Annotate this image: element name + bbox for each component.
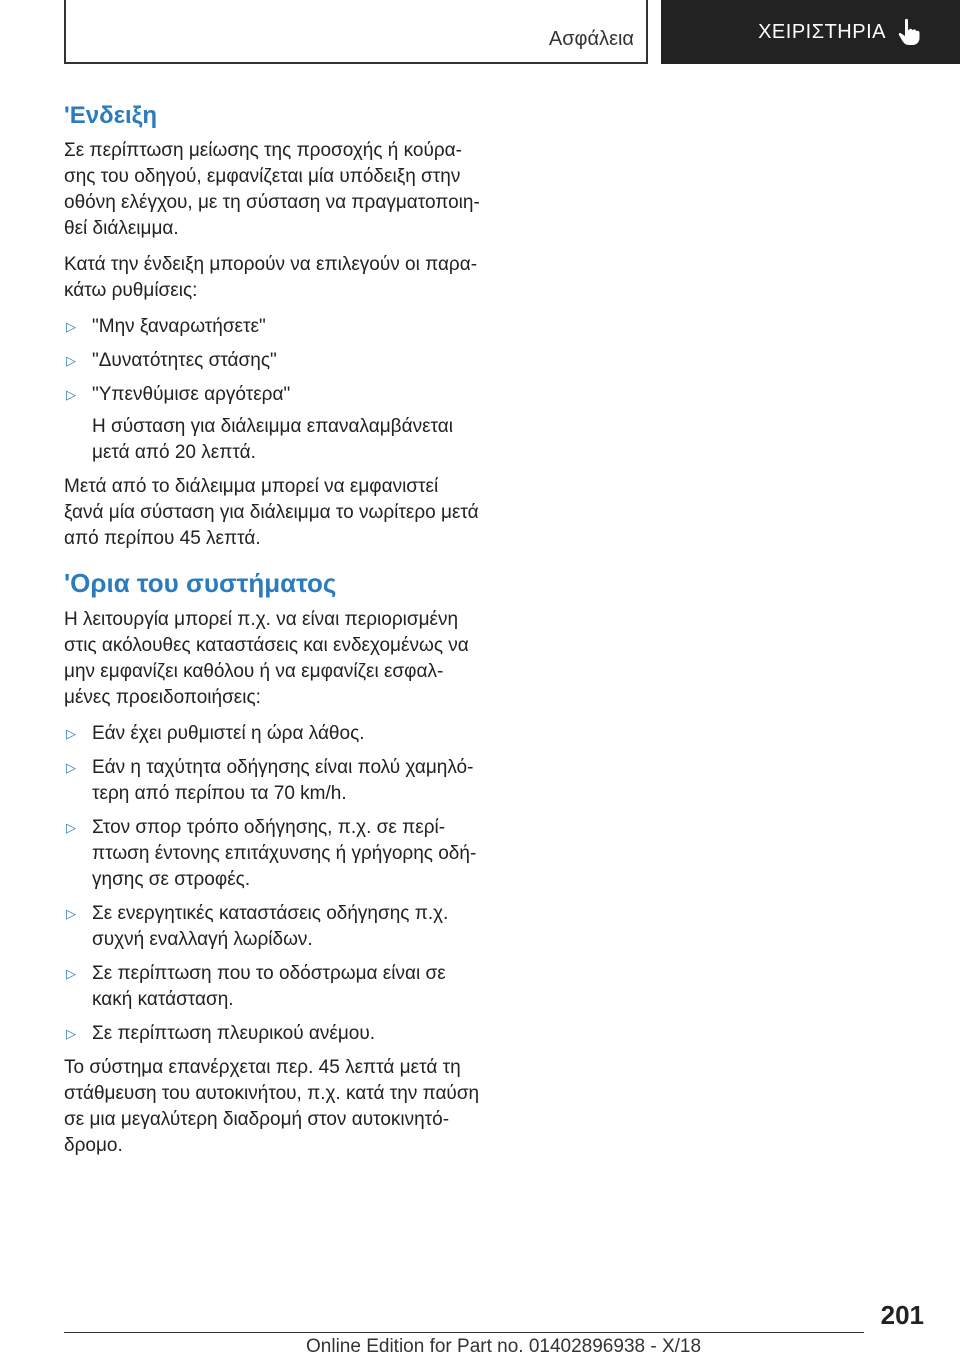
paragraph: Σε περίπτωση μείωσης της προσοχής ή κούρα-σης του οδηγού, εμφανίζεται μία υπόδειξη στην οθόνη ελέγχου, με τη σύσταση να πραγματοποιη-θεί διάλειμμα. — [64, 140, 480, 239]
settings-list — [64, 314, 480, 466]
triangle-right-icon: ▷ — [66, 820, 76, 835]
list-item-text: "Μην ξαναρωτήσετε" — [92, 316, 266, 337]
list-item-text: Σε ενεργητικές καταστάσεις οδήγησης π.χ. συχνή εναλλαγή λωρίδων. — [92, 903, 449, 950]
list-item-note: Η σύσταση για διάλειμμα επαναλαμβάνεται μετά από 20 λεπτά. — [92, 416, 453, 463]
triangle-right-icon: ▷ — [66, 726, 76, 741]
triangle-right-icon: ▷ — [66, 353, 76, 368]
pointing-hand-icon — [896, 18, 922, 46]
triangle-right-icon: ▷ — [66, 1026, 76, 1041]
manual-label: ΧΕΙΡΙΣΤΗΡΙΑ — [758, 20, 886, 43]
list-item — [64, 348, 480, 374]
list-item — [64, 901, 480, 953]
section-label: Ασφάλεια — [548, 28, 634, 50]
list-item — [64, 314, 480, 340]
list-item — [64, 755, 480, 807]
triangle-right-icon: ▷ — [66, 387, 76, 402]
list-item — [64, 815, 480, 893]
list-item-text: "Υπενθύμισε αργότερα" — [92, 384, 291, 405]
paragraph: Κατά την ένδειξη μπορούν να επιλεγούν οι παρα-κάτω ρυθμίσεις: — [64, 254, 478, 301]
page-number: 201 — [880, 1300, 924, 1330]
section-title-system-limits: 'Ορια του συστήματος — [64, 568, 337, 598]
triangle-right-icon: ▷ — [66, 966, 76, 981]
list-item-text: Σε περίπτωση πλευρικού ανέμου. — [92, 1023, 375, 1044]
footer-divider — [64, 1332, 864, 1333]
list-item — [64, 1021, 480, 1047]
list-item — [64, 961, 480, 1013]
list-item-text: Στον σπορ τρόπο οδήγησης, π.χ. σε περί-πτωση έντονης επιτάχυνσης ή γρήγορης οδή-γησης σε στροφές. — [92, 817, 477, 890]
triangle-right-icon: ▷ — [66, 906, 76, 921]
paragraph: Η λειτουργία μπορεί π.χ. να είναι περιορισμένη στις ακόλουθες καταστάσεις και ενδεχομένως να μην εμφανίζει καθόλου ή να εμφανίζει εσφαλ-μένες προειδοποιήσεις: — [64, 609, 469, 708]
footer-edition: Online Edition for Part no. 01402896938 - X/18 — [306, 1336, 702, 1357]
paragraph: Το σύστημα επανέρχεται περ. 45 λεπτά μετά τη στάθμευση του αυτοκινήτου, π.χ. κατά την παύση σε μια μεγαλύτερη διαδρομή στον αυτοκινητό-δρομο. — [64, 1057, 480, 1156]
triangle-right-icon: ▷ — [66, 319, 76, 334]
limits-list — [64, 721, 480, 1047]
header-manual-tab — [661, 0, 960, 64]
page-content — [64, 102, 480, 1169]
paragraph: Μετά από το διάλειμμα μπορεί να εμφανιστεί ξανά μία σύσταση για διάλειμμα το νωρίτερο μετά από περίπου 45 λεπτά. — [64, 476, 479, 549]
list-item — [64, 721, 480, 747]
list-item-text: Εάν έχει ρυθμιστεί η ώρα λάθος. — [92, 723, 365, 744]
section-title-indication: 'Ενδειξη — [64, 102, 158, 129]
list-item-text: Σε περίπτωση που το οδόστρωμα είναι σε κακή κατάσταση. — [92, 963, 446, 1010]
header-section-box — [64, 0, 648, 64]
list-item — [64, 382, 480, 466]
triangle-right-icon: ▷ — [66, 760, 76, 775]
list-item-text: "Δυνατότητες στάσης" — [92, 350, 277, 371]
list-item-text: Εάν η ταχύτητα οδήγησης είναι πολύ χαμηλό-τερη από περίπου τα 70 km/h. — [92, 757, 474, 804]
